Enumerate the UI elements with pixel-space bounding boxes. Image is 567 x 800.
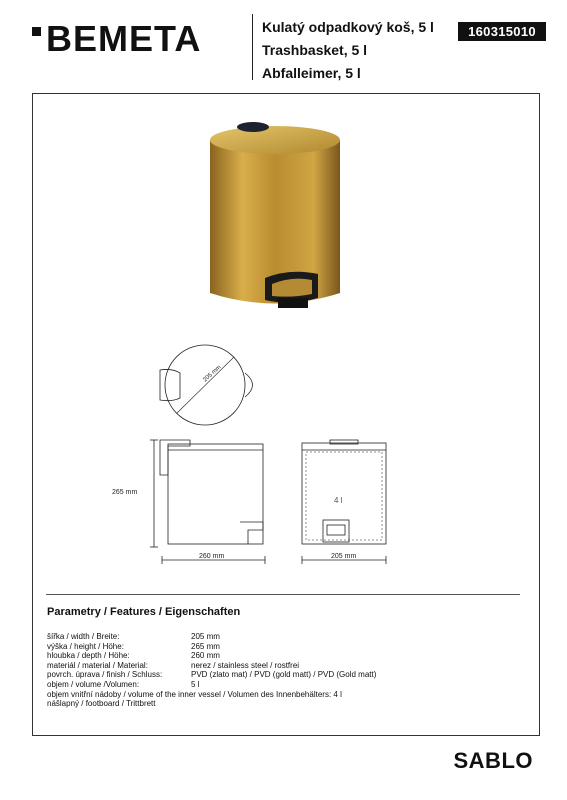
- logo-text: BEMETA: [46, 18, 202, 58]
- param-label: materiál / material / Material:: [47, 660, 148, 670]
- title-en: Trashbasket, 5 l: [262, 42, 368, 58]
- section-divider: [46, 594, 520, 595]
- title-cz: Kulatý odpadkový koš, 5 l: [262, 19, 434, 35]
- param-value: 205 mm: [191, 632, 220, 641]
- header-divider: [252, 14, 253, 80]
- width-label: 205 mm: [331, 553, 357, 560]
- param-label: objem vnitřní nádoby / volume of the inner vessel / Volumen des Innenbehälters: 4 l: [47, 689, 342, 699]
- bemeta-logo: [32, 18, 227, 58]
- param-label: povrch. úprava / finish / Schluss:: [47, 670, 163, 680]
- side-view: [150, 440, 265, 564]
- product-code: 160315010: [458, 22, 546, 41]
- param-label: objem / volume /Volumen:: [47, 679, 140, 689]
- product-image: [200, 118, 350, 318]
- volume-label: 4 l: [334, 496, 343, 505]
- height-label: 265 mm: [112, 489, 138, 496]
- technical-drawings: [110, 340, 400, 575]
- param-label: nášlapný / footboard / Trittbrett: [47, 699, 156, 709]
- product-titles: [262, 16, 434, 85]
- param-label: výška / height / Höhe:: [47, 641, 124, 651]
- depth-label: 260 mm: [199, 553, 225, 560]
- param-value: PVD (zlato mat) / PVD (gold matt) / PVD (Gold matt): [191, 670, 377, 680]
- param-label: hloubka / depth / Höhe:: [47, 651, 130, 661]
- series-name: SABLO: [453, 748, 533, 773]
- param-value: 265 mm: [191, 641, 220, 651]
- parameters-title: Parametry / Features / Eigenschaften: [47, 606, 241, 618]
- title-de: Abfalleimer, 5 l: [262, 65, 361, 81]
- front-view: [302, 440, 386, 564]
- param-label: šířka / width / Breite:: [47, 632, 120, 641]
- diameter-label: 205 mm: [202, 364, 223, 384]
- param-value: 260 mm: [191, 651, 220, 661]
- param-value: nerez / stainless steel / rostfrei: [191, 660, 300, 670]
- param-value: 5 l: [191, 679, 200, 689]
- top-view: [160, 345, 253, 425]
